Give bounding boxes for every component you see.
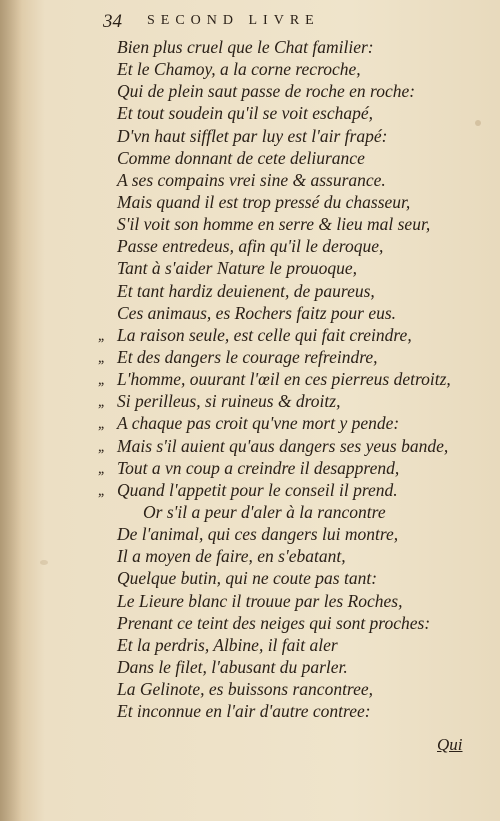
verse-line	[0, 590, 500, 612]
verse-line-text: Qui de plein saut passe de roche en roche:	[117, 81, 416, 102]
verse-line-text: A chaque pas croit qu'vne mort y pende:	[117, 413, 400, 434]
verse-line	[0, 58, 500, 80]
verse-line	[0, 169, 500, 191]
verse-line	[0, 412, 500, 434]
verse-line-text: De l'animal, qui ces dangers lui montre,	[117, 524, 399, 545]
verse-line-text: Or s'il a peur d'aler à la rancontre	[143, 501, 386, 522]
verse-line-text: A ses compains vrei sine & assurance.	[117, 169, 386, 190]
verse-line-text: Et la perdris, Albine, il fait aler	[117, 634, 338, 655]
verse-line-text: La raison seule, est celle qui fait creindre,	[117, 324, 412, 345]
quotation-marker: ,,	[98, 438, 104, 455]
verse-line	[0, 501, 500, 523]
verse-line-text: Dans le filet, l'abusant du parler.	[117, 656, 348, 677]
page-number: 34	[103, 11, 122, 32]
verse-line	[0, 102, 500, 124]
quotation-marker: ,,	[98, 460, 104, 477]
verse-line-text: Tout a vn coup a creindre il desapprend,	[117, 457, 400, 478]
verse-line	[0, 390, 500, 412]
verse-line-text: Et inconnue en l'air d'autre contree:	[117, 701, 371, 722]
verse-line-text: Prenant ce teint des neiges qui sont proches:	[117, 612, 431, 633]
verse-line-text: Bien plus cruel que le Chat familier:	[117, 37, 374, 57]
verse-line	[0, 235, 500, 257]
verse-line-text: Et tant hardiz deuienent, de paureus,	[117, 280, 375, 301]
verse-line	[0, 147, 500, 169]
verse-line-text: Ces animaus, es Rochers faitz pour eus.	[117, 302, 397, 323]
verse-line-text: Mais quand il est trop pressé du chasseur,	[117, 191, 411, 212]
verse-line-text: Et tout soudein qu'il se voit eschapé,	[117, 103, 373, 124]
verse-line	[0, 213, 500, 235]
running-head	[103, 11, 483, 33]
verse-line	[0, 324, 500, 346]
verse-line-text: L'homme, ouurant l'œil en ces pierreus detroitz,	[117, 369, 451, 390]
verse-line-text: Et le Chamoy, a la corne recroche,	[117, 59, 361, 80]
verse-line	[0, 567, 500, 589]
verse-block	[0, 36, 500, 722]
verse-line	[0, 302, 500, 324]
quotation-marker: ,,	[98, 482, 104, 499]
verse-line	[0, 257, 500, 279]
verse-line-text: Le Lieure blanc il trouue par les Roches,	[117, 590, 403, 611]
verse-line-text: Mais s'il auient qu'aus dangers ses yeus bande,	[117, 435, 449, 456]
verse-line	[0, 634, 500, 656]
verse-line-text: Il a moyen de faire, en s'ebatant,	[117, 546, 346, 567]
verse-line-text: Et des dangers le courage refreindre,	[117, 346, 378, 367]
quotation-marker: ,,	[98, 372, 104, 389]
verse-line	[0, 678, 500, 700]
quotation-marker: ,,	[98, 327, 104, 344]
quotation-marker: ,,	[98, 394, 104, 411]
verse-line	[0, 545, 500, 567]
verse-line	[0, 80, 500, 102]
verse-line-text: Quand l'appetit pour le conseil il prend.	[117, 479, 398, 500]
verse-line	[0, 346, 500, 368]
verse-line	[0, 125, 500, 147]
verse-line-text: Comme donnant de cete deliurance	[117, 147, 365, 168]
verse-line	[0, 479, 500, 501]
verse-line	[0, 457, 500, 479]
verse-line-text: Quelque butin, qui ne coute pas tant:	[117, 568, 378, 589]
quotation-marker: ,,	[98, 349, 104, 366]
verse-line	[0, 523, 500, 545]
verse-line	[0, 191, 500, 213]
verse-line	[0, 368, 500, 390]
verse-line-text: Tant à s'aider Nature le prouoque,	[117, 258, 358, 279]
verse-line	[0, 36, 500, 58]
verse-line-text: Si perilleus, si ruineus & droitz,	[117, 391, 341, 412]
catchword: Qui	[437, 735, 463, 754]
verse-line-text: Passe entredeus, afin qu'il le deroque,	[117, 236, 384, 257]
quotation-marker: ,,	[98, 416, 104, 433]
verse-line-text: D'vn haut sifflet par luy est l'air frapé:	[117, 125, 388, 146]
verse-line-text: La Gelinote, es buissons rancontree,	[117, 679, 373, 700]
verse-line	[0, 700, 500, 722]
verse-line	[0, 656, 500, 678]
verse-line	[0, 435, 500, 457]
verse-line-text: S'il voit son homme en serre & lieu mal seur,	[117, 214, 431, 235]
running-head-title: SECOND LIVRE	[147, 13, 320, 28]
verse-line	[0, 612, 500, 634]
verse-line	[0, 280, 500, 302]
